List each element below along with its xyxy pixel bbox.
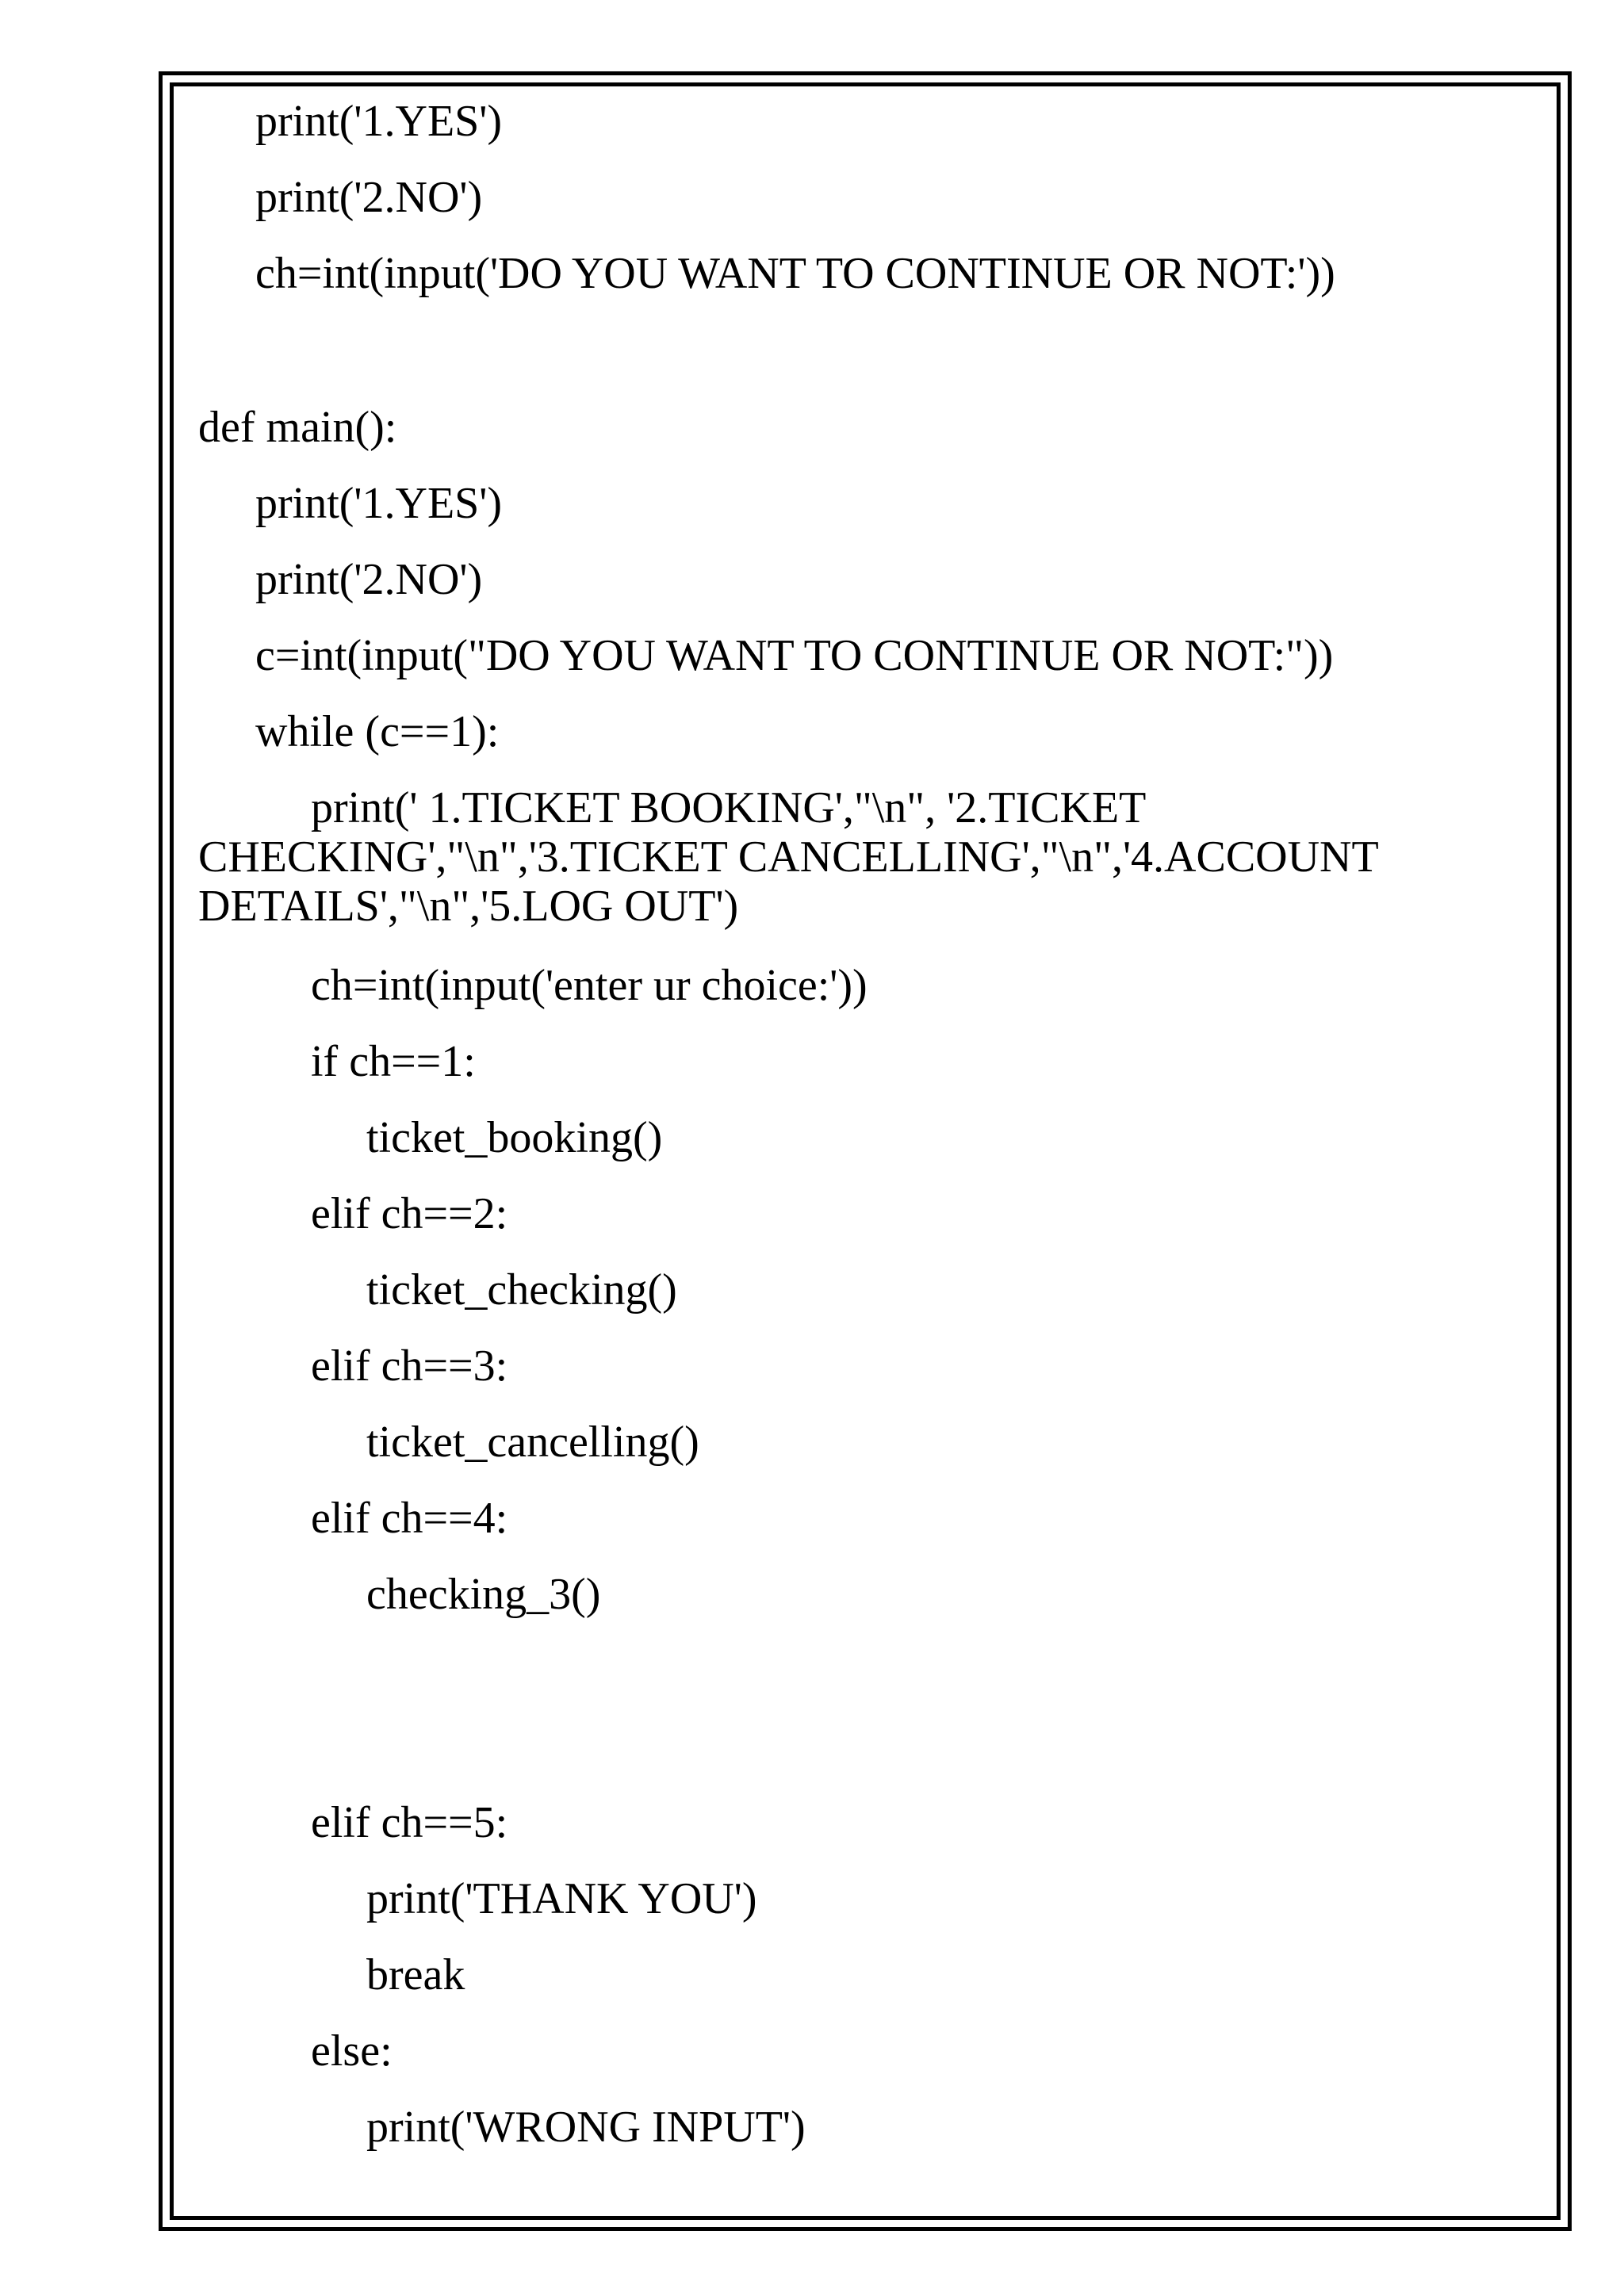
code-line: break xyxy=(366,1950,465,1999)
code-line: print('1.YES') xyxy=(255,479,503,528)
code-line: print('2.NO') xyxy=(255,173,483,222)
code-line: print('2.NO') xyxy=(255,555,483,604)
code-line: else: xyxy=(311,2026,393,2076)
code-line: print('1.YES') xyxy=(255,97,503,146)
code-line-wrapped: print(' 1.TICKET BOOKING',"\n", '2.TICKET CHECKING',"\n",'3.TICKET CANCELLING',"\n",'4.ACCOUNT DETAILS',"\n",'5.LOG OUT') xyxy=(198,783,1378,931)
code-line: while (c==1): xyxy=(255,707,500,756)
code-line: def main(): xyxy=(198,403,397,452)
code-line: c=int(input("DO YOU WANT TO CONTINUE OR NOT:")) xyxy=(255,631,1334,680)
code-line: elif ch==4: xyxy=(311,1494,508,1543)
code-line: ticket_cancelling() xyxy=(366,1418,699,1467)
code-line: ch=int(input('DO YOU WANT TO CONTINUE OR NOT:')) xyxy=(255,249,1335,298)
code-line: print('THANK YOU') xyxy=(366,1874,757,1923)
code-line: print('WRONG INPUT') xyxy=(366,2103,806,2152)
code-line: checking_3() xyxy=(366,1570,601,1619)
code-line: elif ch==5: xyxy=(311,1798,508,1847)
code-line: elif ch==3: xyxy=(311,1341,508,1391)
code-line: ticket_booking() xyxy=(366,1113,663,1162)
code-line: ch=int(input('enter ur choice:')) xyxy=(311,961,868,1010)
code-line: ticket_checking() xyxy=(366,1265,677,1314)
code-line: elif ch==2: xyxy=(311,1189,508,1238)
code-line: if ch==1: xyxy=(311,1037,476,1086)
